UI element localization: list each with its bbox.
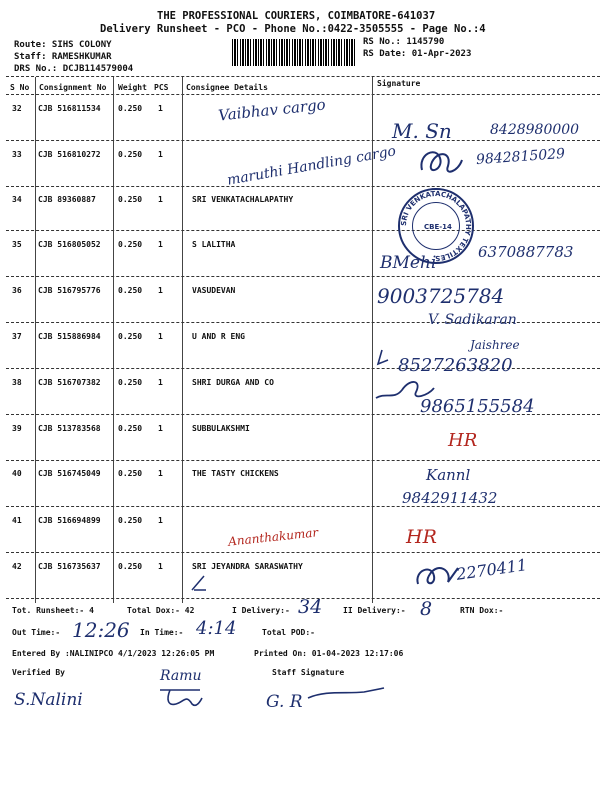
row-consignee: SRI VENKATACHALAPATHY bbox=[192, 195, 294, 204]
stamp-ring-label: SRI VENKATACHALAPATHY TEXTILES bbox=[399, 189, 473, 263]
row-pcs: 1 bbox=[158, 469, 163, 478]
row-consignee: THE TASTY CHICKENS bbox=[192, 469, 279, 478]
printed-on: Printed On: 01-04-2023 12:17:06 bbox=[254, 649, 404, 658]
row-pcs: 1 bbox=[158, 378, 163, 387]
handwritten-name: Jaishree bbox=[470, 338, 520, 352]
rs-date: RS Date: 01-Apr-2023 bbox=[363, 49, 472, 59]
row-consignment: CJB 516810272 bbox=[38, 150, 101, 159]
row-pcs: 1 bbox=[158, 424, 163, 433]
verified-by-label: Verified By bbox=[12, 668, 65, 677]
row-divider bbox=[6, 506, 600, 507]
entered-by: Entered By :NALINIPCO 4/1/2023 12:26:05 PM bbox=[12, 649, 215, 658]
handwritten-consignee: Ananthakumar bbox=[227, 525, 319, 549]
handwritten-mark bbox=[188, 574, 210, 594]
out-time-value: 12:26 bbox=[72, 618, 130, 642]
column-header-signature: Signature bbox=[377, 79, 421, 88]
row-sno: 40 bbox=[12, 469, 22, 478]
row-consignee: VASUDEVAN bbox=[192, 286, 236, 295]
row-sno: 35 bbox=[12, 240, 22, 249]
handwritten-phone: 9842911432 bbox=[402, 489, 498, 507]
table-top-rule bbox=[6, 76, 600, 77]
column-header-consignee: Consignee Details bbox=[186, 83, 268, 92]
runsheet-title: Delivery Runsheet - PCO - Phone No.:0422-3505555 - Page No.:4 bbox=[100, 23, 486, 35]
handwritten-phone: 9865155584 bbox=[420, 396, 535, 417]
row-divider bbox=[6, 460, 600, 461]
verifier-scribble bbox=[156, 684, 206, 710]
row-weight: 0.250 bbox=[118, 104, 143, 113]
handwritten-phone: 2270411 bbox=[455, 555, 529, 584]
verifier-initials: Ramu bbox=[160, 668, 202, 684]
total-runsheet: Tot. Runsheet:- 4 bbox=[12, 606, 94, 615]
row-sno: 33 bbox=[12, 150, 22, 159]
handwritten-phone: 8527263820 bbox=[398, 355, 513, 376]
row-sno: 37 bbox=[12, 332, 22, 341]
row-divider bbox=[6, 552, 600, 553]
row-sno: 42 bbox=[12, 562, 22, 571]
handwritten-signature: HR bbox=[448, 430, 478, 451]
row-consignee: SUBBULAKSHMI bbox=[192, 424, 250, 433]
row-divider bbox=[6, 186, 600, 187]
row-sno: 32 bbox=[12, 104, 22, 113]
total-dox: Total Dox:- 42 bbox=[127, 606, 195, 615]
out-time-label: Out Time:- bbox=[12, 628, 61, 637]
column-header-weight: Weight bbox=[118, 83, 147, 92]
row-consignee: SRI JEYANDRA SARASWATHY bbox=[192, 562, 303, 571]
drs-number: DRS No.: DCJB114579004 bbox=[14, 64, 134, 74]
rs-number: RS No.: 1145790 bbox=[363, 37, 445, 47]
handwritten-signature bbox=[414, 142, 466, 182]
first-delivery-count: 34 bbox=[298, 596, 323, 618]
row-weight: 0.250 bbox=[118, 424, 143, 433]
row-divider bbox=[6, 140, 600, 141]
row-consignee: S LALITHA bbox=[192, 240, 236, 249]
row-weight: 0.250 bbox=[118, 240, 143, 249]
in-time-label: In Time:- bbox=[140, 628, 184, 637]
column-header-sno: S No bbox=[10, 83, 30, 92]
in-time-value: 4:14 bbox=[196, 618, 237, 639]
handwritten-signature: HR bbox=[406, 526, 437, 548]
handwritten-phone: 8428980000 bbox=[490, 122, 580, 138]
staff-signature: G. R bbox=[266, 692, 303, 712]
row-sno: 39 bbox=[12, 424, 22, 433]
row-weight: 0.250 bbox=[118, 286, 143, 295]
row-weight: 0.250 bbox=[118, 150, 143, 159]
row-pcs: 1 bbox=[158, 195, 163, 204]
row-sno: 36 bbox=[12, 286, 22, 295]
row-weight: 0.250 bbox=[118, 378, 143, 387]
row-sno: 38 bbox=[12, 378, 22, 387]
total-pod-label: Total POD:- bbox=[262, 628, 315, 637]
row-divider bbox=[6, 230, 600, 231]
row-consignment: CJB 516735637 bbox=[38, 562, 101, 571]
row-pcs: 1 bbox=[158, 562, 163, 571]
column-header-pcs: PCS bbox=[154, 83, 169, 92]
handwritten-signature: M. Sn bbox=[392, 119, 452, 143]
table-header-rule bbox=[6, 94, 600, 95]
handwritten-signature: BMehi bbox=[380, 253, 437, 273]
handwritten-mark bbox=[372, 346, 404, 370]
row-weight: 0.250 bbox=[118, 516, 143, 525]
handwritten-phone: 9003725784 bbox=[377, 284, 505, 308]
handwritten-consignee: Vaibhav cargo bbox=[217, 95, 327, 125]
handwritten-phone: 6370887783 bbox=[478, 243, 574, 261]
row-consignment: CJB 89360887 bbox=[38, 195, 96, 204]
handwritten-phone: 9842815029 bbox=[475, 145, 566, 169]
row-consignment: CJB 516745049 bbox=[38, 469, 101, 478]
row-pcs: 1 bbox=[158, 516, 163, 525]
return-dox: RTN Dox:- bbox=[460, 606, 504, 615]
column-header-consignment: Consignment No bbox=[39, 83, 107, 92]
row-pcs: 1 bbox=[158, 332, 163, 341]
row-weight: 0.250 bbox=[118, 195, 143, 204]
row-consignment: CJB 516805052 bbox=[38, 240, 101, 249]
company-title: THE PROFESSIONAL COURIERS, COIMBATORE-641037 bbox=[157, 10, 436, 22]
row-weight: 0.250 bbox=[118, 562, 143, 571]
handwritten-consignee: maruthi Handling cargo bbox=[225, 143, 398, 189]
row-weight: 0.250 bbox=[118, 332, 143, 341]
row-weight: 0.250 bbox=[118, 469, 143, 478]
row-sno: 34 bbox=[12, 195, 22, 204]
row-divider bbox=[6, 276, 600, 277]
stamp-center-text: CBE-14 bbox=[424, 223, 452, 231]
row-consignment: CJB 516811534 bbox=[38, 104, 101, 113]
handwritten-name: V. Sadikaran bbox=[428, 312, 517, 328]
row-consignee: SHRI DURGA AND CO bbox=[192, 378, 274, 387]
column-divider bbox=[35, 77, 36, 603]
first-delivery-label: I Delivery:- bbox=[232, 606, 290, 615]
second-delivery-label: II Delivery:- bbox=[343, 606, 406, 615]
row-consignment: CJB 516694899 bbox=[38, 516, 101, 525]
row-consignee: U AND R ENG bbox=[192, 332, 245, 341]
handwritten-signature bbox=[412, 558, 462, 592]
row-pcs: 1 bbox=[158, 240, 163, 249]
staff-label: Staff: RAMESHKUMAR bbox=[14, 52, 112, 62]
second-delivery-count: 8 bbox=[420, 598, 433, 620]
handwritten-signature: Kannl bbox=[426, 466, 471, 484]
column-divider bbox=[182, 77, 183, 603]
row-pcs: 1 bbox=[158, 104, 163, 113]
verified-by-signature: S.Nalini bbox=[14, 690, 83, 710]
row-pcs: 1 bbox=[158, 150, 163, 159]
row-pcs: 1 bbox=[158, 286, 163, 295]
runsheet-barcode bbox=[232, 39, 356, 66]
row-consignment: CJB 515886984 bbox=[38, 332, 101, 341]
column-divider bbox=[113, 77, 114, 603]
staff-signature-stroke bbox=[306, 684, 386, 704]
row-consignment: CJB 513783568 bbox=[38, 424, 101, 433]
row-consignment: CJB 516795776 bbox=[38, 286, 101, 295]
staff-signature-label: Staff Signature bbox=[272, 668, 345, 677]
route-label: Route: SIHS COLONY bbox=[14, 40, 112, 50]
row-sno: 41 bbox=[12, 516, 22, 525]
row-consignment: CJB 516707382 bbox=[38, 378, 101, 387]
